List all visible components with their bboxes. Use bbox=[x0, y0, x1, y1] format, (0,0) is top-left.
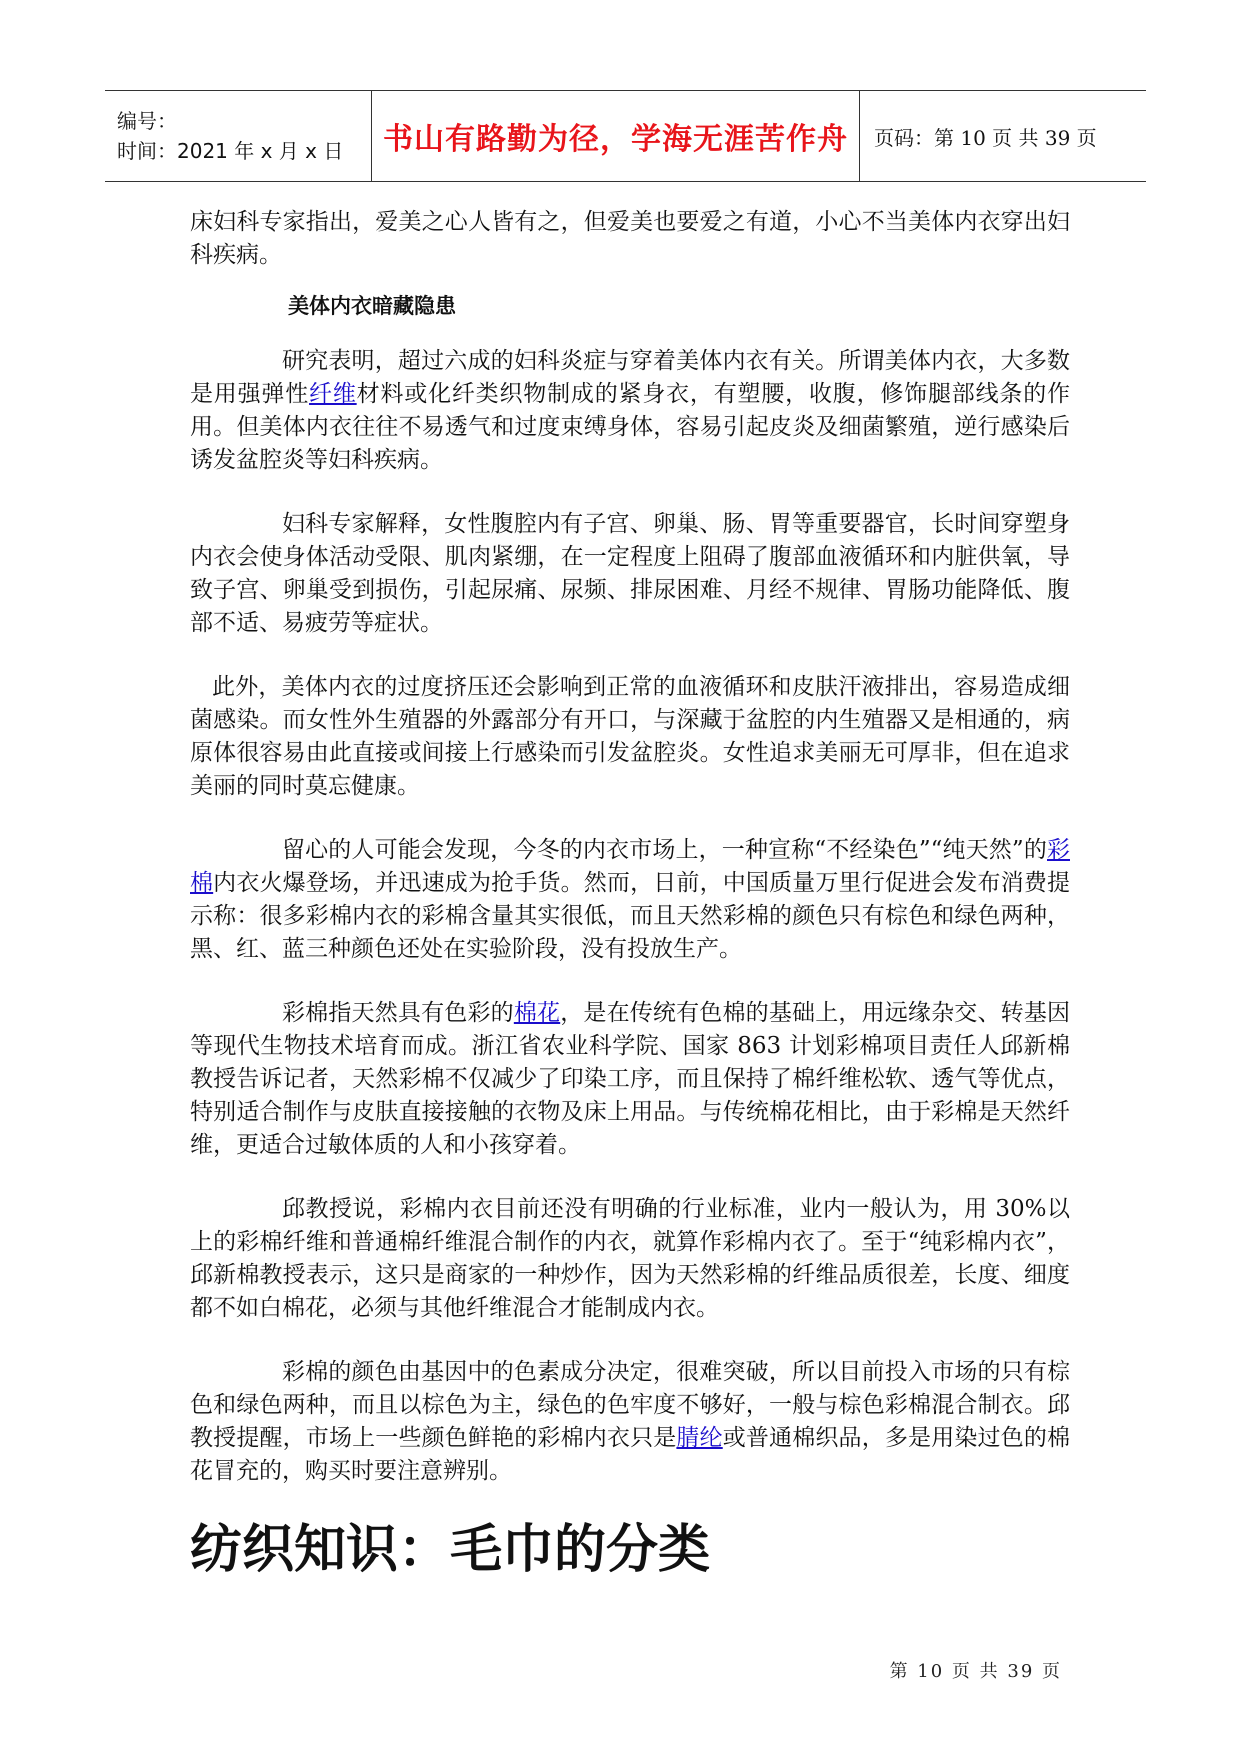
paragraph-4-text-a: 留心的人可能会发现，今冬的内衣市场上，一种宣称“不经染色”“纯天然”的 bbox=[282, 837, 1047, 863]
header-meta bbox=[105, 91, 371, 181]
link-acrylic[interactable]: 腈纶 bbox=[676, 1425, 723, 1451]
paragraph-5-text-a: 彩棉指天然具有色彩的 bbox=[282, 1000, 514, 1026]
paragraph-7-text-a: 彩棉的颜色由基因中的色素成分决定，很难突破，所以目前投入市场的只有棕色和绿色两种，而且以棕色为主，绿色的色牢度不够好，一般与棕色彩棉混合制衣。邱教授提醒，市场上一些颜色鲜艳的彩棉内衣只是 bbox=[190, 1359, 1070, 1451]
page-footer: 第 10 页 共 39 页 bbox=[889, 1661, 1062, 1682]
paragraph-7-text-b: 或普通棉织品，多是用染过色的棉花冒充的，购买时要注意辨别。 bbox=[190, 1425, 1071, 1484]
header-page-cell bbox=[860, 91, 1146, 181]
header-number-label: 编号： bbox=[117, 109, 177, 133]
header-motto-cell bbox=[371, 91, 860, 181]
paragraph-5 bbox=[190, 997, 1070, 1162]
paragraph-1-text-a: 研究表明，超过六成的妇科炎症与穿着美体内衣有关。所谓美体内衣，大多数是用强弹性 bbox=[190, 348, 1070, 407]
paragraph-3: 此外，美体内衣的过度挤压还会影响到正常的血液循环和皮肤汗液排出，容易造成细菌感染。而女性外生殖器的外露部分有开口，与深藏于盆腔的内生殖器又是相通的，病原体很容易由此直接或间接上行感染而引发盆腔炎。女性追求美丽无可厚非，但在追求美丽的同时莫忘健康。 bbox=[190, 674, 1070, 799]
document-header bbox=[105, 90, 1146, 182]
link-fiber[interactable]: 纤维 bbox=[309, 381, 357, 407]
section-title: 纺织知识：毛巾的分类 bbox=[190, 1520, 711, 1580]
header-page-label: 页码：第 10 页 共 39 页 bbox=[874, 125, 1097, 150]
paragraph-1 bbox=[190, 345, 1070, 477]
paragraph-4 bbox=[190, 834, 1070, 966]
document-body bbox=[190, 206, 1070, 1519]
section-subheading: 美体内衣暗藏隐患 bbox=[288, 294, 456, 318]
link-cotton[interactable]: 棉花 bbox=[513, 1000, 561, 1026]
paragraph-5-text-b: ，是在传统有色棉的基础上，用远缘杂交、转基因等现代生物技术培育而成。浙江省农业科学院、国家 863 计划彩棉项目责任人邱新棉教授告诉记者，天然彩棉不仅减少了印染工序，而且保持了棉纤维松软、透气等优点，特别适合制作与皮肤直接接触的衣物及床上用品。与传统棉花相比，由于彩棉是天然纤维，更适合过敏体质的人和小孩穿着。 bbox=[190, 1000, 1071, 1158]
header-motto: 书山有路勤为径，学海无涯苦作舟 bbox=[383, 122, 848, 157]
link-colored-cotton[interactable]: 彩棉 bbox=[190, 837, 1070, 896]
paragraph-4-text-b: 内衣火爆登场，并迅速成为抢手货。然而，日前，中国质量万里行促进会发布消费提示称：很多彩棉内衣的彩棉含量其实很低，而且天然彩棉的颜色只有棕色和绿色两种，黑、红、蓝三种颜色还处在实验阶段，没有投放生产。 bbox=[190, 870, 1071, 962]
paragraph-2: 妇科专家解释，女性腹腔内有子宫、卵巢、肠、胃等重要器官，长时间穿塑身内衣会使身体活动受限、肌肉紧绷，在一定程度上阻碍了腹部血液循环和内脏供氧，导致子宫、卵巢受到损伤，引起尿痛、尿频、排尿困难、月经不规律、胃肠功能降低、腹部不适、易疲劳等症状。 bbox=[190, 511, 1070, 636]
paragraph-6: 邱教授说，彩棉内衣目前还没有明确的行业标准，业内一般认为，用 30%以上的彩棉纤维和普通棉纤维混合制作的内衣，就算作彩棉内衣了。至于“纯彩棉内衣”，邱新棉教授表示，这只是商家的一种炒作，因为天然彩棉的纤维品质很差，长度、细度都不如白棉花，必须与其他纤维混合才能制成内衣。 bbox=[190, 1196, 1070, 1321]
paragraph-7 bbox=[190, 1356, 1070, 1488]
paragraph-1-text-b: 材料或化纤类织物制成的紧身衣，有塑腰，收腹，修饰腿部线条的作用。但美体内衣往往不易透气和过度束缚身体，容易引起皮炎及细菌繁殖，逆行感染后诱发盆腔炎等妇科疾病。 bbox=[190, 381, 1071, 473]
header-time-label: 时间：2021 年 x 月 x 日 bbox=[117, 139, 344, 163]
intro-paragraph: 床妇科专家指出，爱美之心人皆有之，但爱美也要爱之有道，小心不当美体内衣穿出妇科疾病。 bbox=[190, 209, 1070, 268]
